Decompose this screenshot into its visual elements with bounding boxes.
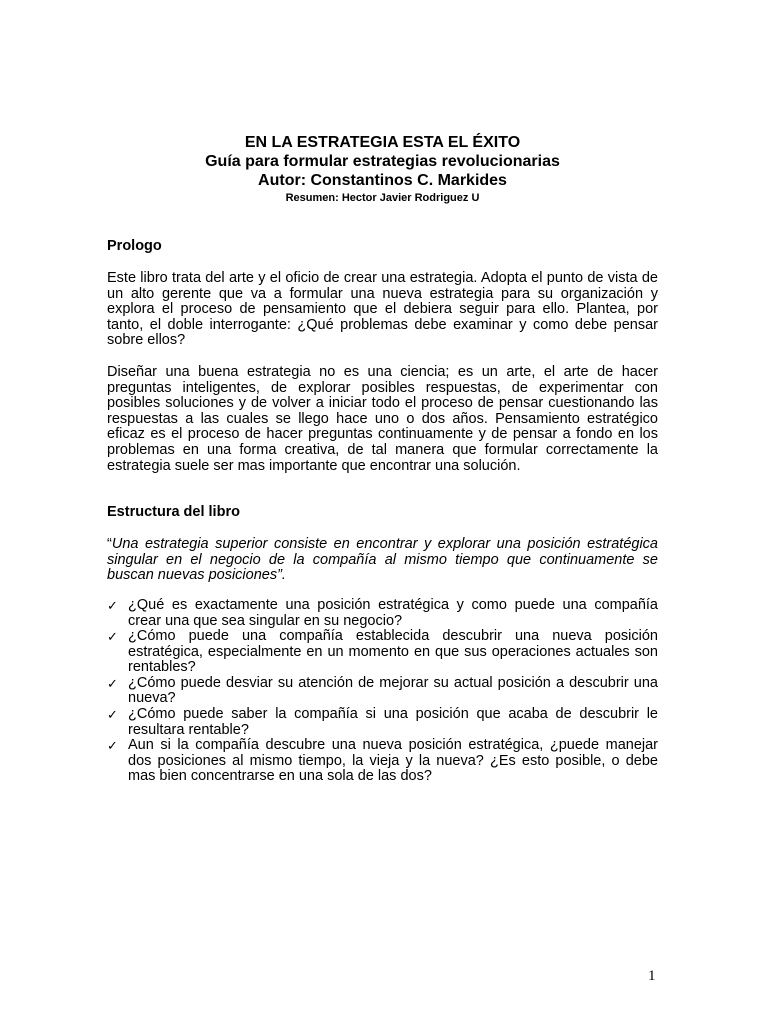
checkmark-icon: ✓	[107, 707, 118, 723]
prologo-paragraph-2: Diseñar una buena estrategia no es una ciencia; es un arte, el arte de hacer preguntas inteligentes, de explorar posibles respuestas, de experimentar con posibles soluciones y de volver a iniciar todo el proceso de pensar cuestionando las respuestas a las cuales se llego hace uno o dos años. Pensamiento estratégico eficaz es el proceso de hacer preguntas continuamente y de pensar a fondo en los problemas en una forma creativa, de tal manera que formular correctamente la estrategia suele ser mas importante que encontrar una solución.	[107, 363, 658, 474]
question-item-1	[107, 598, 658, 629]
prologo-paragraph-1: Este libro trata del arte y el oficio de crear una estrategia. Adopta el punto de vista de un alto gerente que va a formular una nueva estrategia para su organización y explora el proceso de pensamiento que el debiera seguir para ello. Plantea, por tanto, el doble interrogante: ¿Qué problemas debe examinar y como debe pensar sobre ellos?	[107, 270, 658, 349]
document-title: EN LA ESTRATEGIA ESTA EL ÉXITO	[244, 134, 521, 151]
page-number: 1	[648, 968, 656, 984]
question-item-3	[107, 676, 658, 707]
question-text: ¿Qué es exactamente una posición estratégica y como puede una compañía crear una que sea singular en su negocio?	[128, 596, 658, 629]
question-item-5	[107, 738, 658, 785]
estructura-heading: Estructura del libro	[107, 504, 240, 521]
question-text: ¿Cómo puede saber la compañía si una posición que acaba de descubrir le resultara rentable?	[128, 706, 658, 738]
question-list	[107, 598, 658, 785]
checkmark-icon: ✓	[107, 597, 118, 613]
question-text: ¿Cómo puede una compañía establecida descubrir una nueva posición estratégica, especialmente en un momento en que sus operaciones actuales son rentables?	[128, 628, 658, 676]
document-page	[107, 133, 658, 785]
estructura-quote	[107, 537, 658, 584]
summary-credit: Resumen: Hector Javier Rodriguez U	[285, 192, 480, 204]
checkmark-icon: ✓	[107, 675, 118, 691]
checkmark-icon: ✓	[107, 738, 118, 754]
document-subtitle: Guía para formular estrategias revolucionarias	[205, 153, 560, 170]
checkmark-icon: ✓	[107, 629, 118, 645]
question-text: Aun si la compañía descubre una nueva posición estratégica, ¿puede manejar dos posiciones al mismo tiempo, la vieja y la nueva? ¿Es esto posible, o debe mas bien concentrarse en una sola de las dos?	[128, 737, 658, 785]
prologo-heading: Prologo	[107, 238, 162, 254]
quote-text: Una estrategia superior consiste en encontrar y explorar una posición estratégica singular en el negocio de la compañía al mismo tiempo que continuamente se buscan nuevas posiciones”.	[107, 536, 658, 584]
quote-open-mark: “	[107, 536, 112, 553]
question-item-4	[107, 707, 658, 738]
question-item-2	[107, 629, 658, 676]
document-author: Autor: Constantinos C. Markides	[258, 172, 507, 189]
question-text: ¿Cómo puede desviar su atención de mejorar su actual posición a descubrir una nueva?	[128, 674, 658, 707]
